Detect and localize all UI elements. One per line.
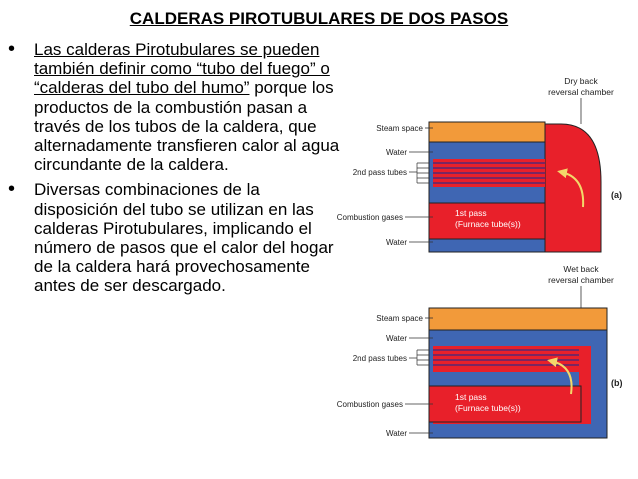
first-pass-label-a: 1st pass <box>455 208 487 218</box>
bullet-item-2 <box>8 180 348 295</box>
first-pass-label-b: 1st pass <box>455 392 487 402</box>
label-water-top-a: Water <box>385 148 407 157</box>
figure-b-tag: (b) <box>611 378 623 388</box>
figure-b-header-line2: reversal chamber <box>548 275 614 285</box>
label-water-top-b: Water <box>385 334 407 343</box>
label-2nd-pass-tubes-b: 2nd pass tubes <box>352 354 407 363</box>
label-water-bottom-a: Water <box>385 238 407 247</box>
bullet-text-2: Diversas combinaciones de la disposición del tubo se utilizan en las calderas Pirotubulares, implicando el número de pasos que el calor del hogar de la caldera hará provechosamente antes de ser descargado. <box>34 180 334 296</box>
figure-a-header-line1: Dry back <box>564 76 598 86</box>
label-steam-space-b: Steam space <box>376 314 423 323</box>
figure-a-header-line2: reversal chamber <box>548 87 614 97</box>
slide-title: CALDERAS PIROTUBULARES DE DOS PASOS <box>129 9 509 28</box>
bullet-text-1-rest: porque los productos de la combustión pasan a través de los tubos de la caldera, que alternadamente transfieren calor al agua circundante de la caldera. <box>34 78 340 175</box>
bullet-icon: • <box>8 38 16 60</box>
figure-b-header-line1: Wet back <box>563 264 599 274</box>
underlined-definition: Las calderas Pirotubulares se pueden también definir como “tubo del fuego” o “calderas del tubo del humo” <box>34 40 330 98</box>
label-combustion-gases-b: Combustion gases <box>336 400 403 409</box>
figure-a-tag: (a) <box>611 190 622 200</box>
bullet-item-1 <box>8 40 348 174</box>
label-combustion-gases-a: Combustion gases <box>336 213 403 222</box>
furnace-tube-label-a: (Furnace tube(s)) <box>455 219 521 229</box>
label-steam-space-a: Steam space <box>376 124 423 133</box>
bullet-list <box>8 40 348 302</box>
bullet-text-1 <box>34 40 348 174</box>
steam-space-b <box>429 308 607 330</box>
label-water-bottom-b: Water <box>385 429 407 438</box>
furnace-tube-label-b: (Furnace tube(s)) <box>455 403 521 413</box>
boiler-diagrams <box>333 72 633 444</box>
label-2nd-pass-tubes-a: 2nd pass tubes <box>352 168 407 177</box>
steam-space-a <box>429 122 545 142</box>
figure-a-dry-back <box>337 76 622 252</box>
bullet-icon: • <box>8 178 16 201</box>
dry-back-chamber <box>545 124 601 252</box>
figure-b-wet-back <box>337 264 623 438</box>
